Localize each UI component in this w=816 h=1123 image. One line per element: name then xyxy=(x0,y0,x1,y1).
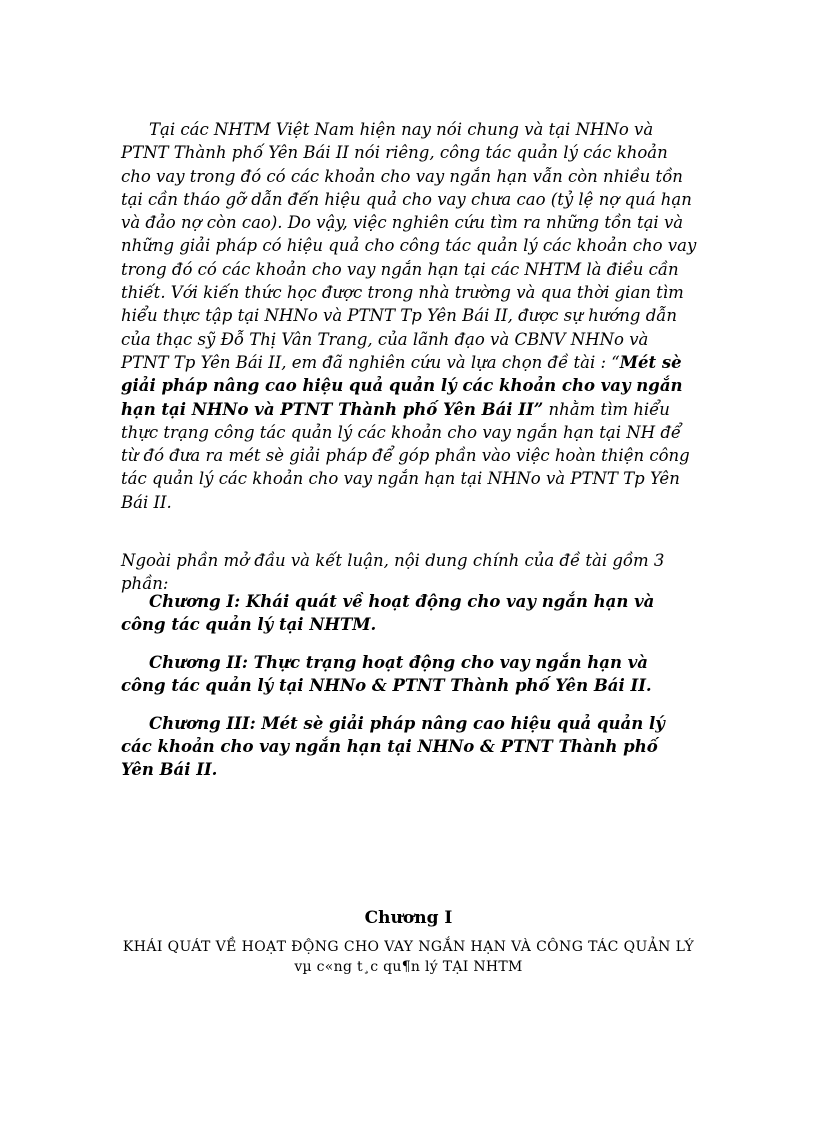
intro-text-before: Tại các NHTM Việt Nam hiện nay nói chung và tại NHNo và PTNT Thành phố Yên Bái II nói riêng, công tác quản lý các khoản cho vay trong đó có các khoản cho vay ngắn hạn vẫn còn nhiều tồn tại cần tháo gỡ dẫn đến hiệu quả cho vay chưa cao (tỷ lệ nợ quá hạn và đảo nợ còn cao). Do vậy, việc nghiên cứu tìm ra những tồn tại và những giải pháp có hiệu quả cho công tác quản lý các khoản cho vay trong đó có các khoản cho vay ngắn hạn tại các NHTM là điều cần thiết. Với kiến thức học được trong nhà trường và qua thời gian tìm hiểu thực tập tại NHNo và PTNT Tp Yên Bái II, được sự hướng dẫn của thạc sỹ Đỗ Thị Vân Trang, của lãnh đạo và CBNV NHNo và PTNT Tp Yên Bái II, em đã nghiên cứu và lựa chọn đề tài : “ xyxy=(121,120,697,372)
chapter-title: KHÁI QUÁT VỀ HOẠT ĐỘNG CHO VAY NGẮN HẠN VÀ CÔNG TÁC QUẢN LÝ xyxy=(122,939,695,955)
structure-lead: Ngoài phần mở đầu và kết luận, nội dung chính của đề tài gồm 3 phần: xyxy=(121,551,665,593)
chapter-label: Chương I xyxy=(364,908,453,928)
chapter-item-2: Chương II: Thực trạng hoạt động cho vay ngắn hạn và công tác quản lý tại NHNo & PTNT Thành phố Yên Bái II. xyxy=(121,653,652,695)
chapter-subtitle: vµ c«ng t¸c qu¶n lý TẠI NHTM xyxy=(294,959,523,975)
chapter-heading xyxy=(121,907,696,977)
thesis-title: Mét sè giải pháp nâng cao hiệu quả quản lý các khoản cho vay ngắn hạn tại NHNo và PTNT Thành phố Yên Bái II” xyxy=(121,352,683,419)
chapter-item-3: Chương III: Mét sè giải pháp nâng cao hiệu quả quản lý các khoản cho vay ngắn hạn tại NHNo & PTNT Thành phố Yên Bái II. xyxy=(121,714,665,779)
chapter-list xyxy=(121,590,696,796)
intro-paragraph xyxy=(121,118,701,514)
chapter-item-1: Chương I: Khái quát về hoạt động cho vay ngắn hạn và công tác quản lý tại NHTM. xyxy=(121,592,655,634)
intro-text-after: nhằm tìm hiểu thực trạng công tác quản lý các khoản cho vay ngắn hạn tại NH để từ đó đưa ra mét sè giải pháp để góp phần vào việc hoàn thiện công tác quản lý các khoản cho vay ngắn hạn tại NHNo và PTNT Tp Yên Bái II. xyxy=(121,399,690,512)
